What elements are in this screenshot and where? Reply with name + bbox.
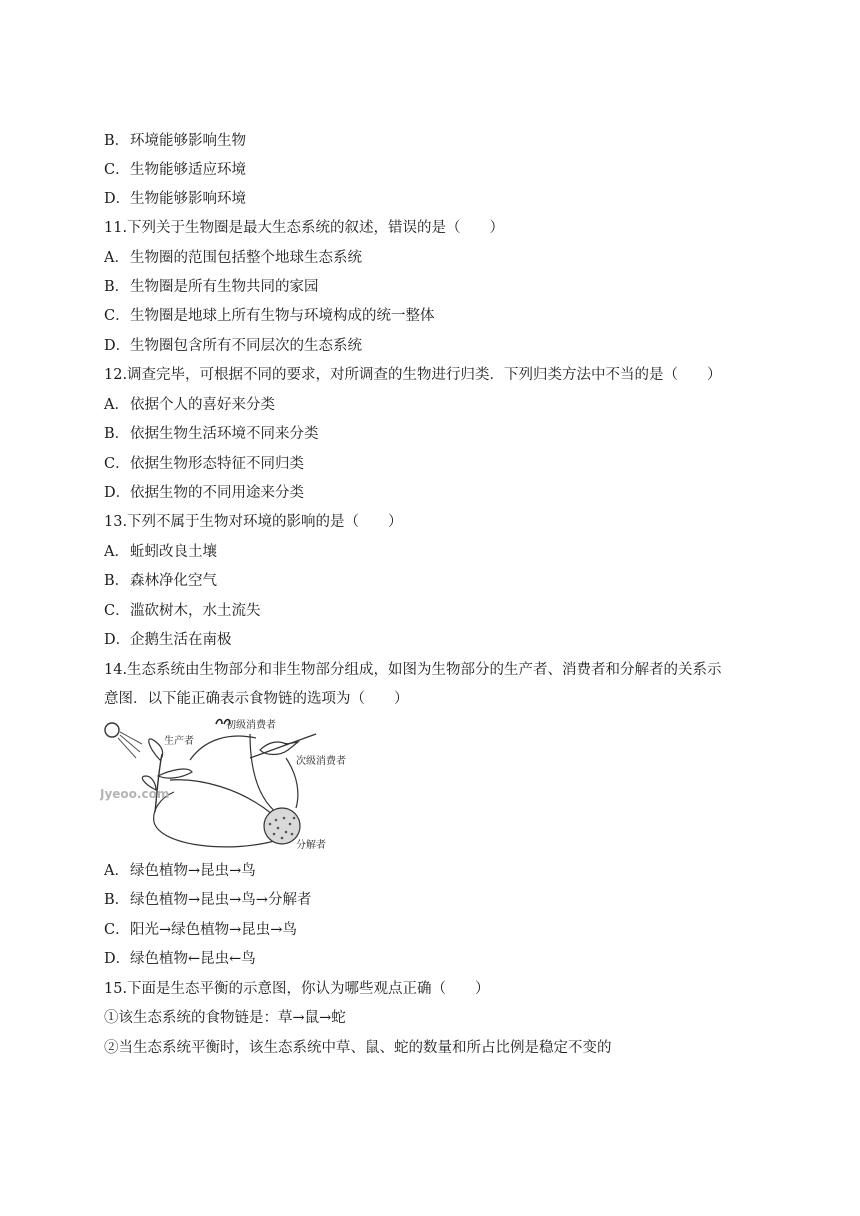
q10-option-b[interactable] <box>104 131 246 151</box>
decomposer-return-arrow <box>154 792 278 847</box>
q14-stem-line2: 意图．以下能正确表示食物链的选项为（ ） <box>104 691 409 707</box>
option-letter: C． <box>104 456 130 472</box>
option-letter: D． <box>104 632 131 648</box>
q14-option-b[interactable] <box>104 890 311 910</box>
label-secondary-consumer: 次级消费者 <box>296 756 346 767</box>
option-text: 生物能够影响环境 <box>130 191 246 207</box>
label-decomposer: 分解者 <box>296 840 326 851</box>
option-text: 依据生物的不同用途来分类 <box>130 485 304 501</box>
decomposer-icon <box>264 808 300 844</box>
option-letter: D． <box>104 485 131 501</box>
q12-option-d[interactable] <box>104 483 304 503</box>
q14-stem-line1: 14.生态系统由生物部分和非生物部分组成，如图为生物部分的生产者、消费者和分解者的关系示 <box>104 662 722 678</box>
sun-icon <box>105 723 142 758</box>
option-text: 环境能够影响生物 <box>130 133 246 149</box>
q11-option-a[interactable] <box>104 248 362 268</box>
q14-option-d[interactable] <box>104 949 256 969</box>
watermark: Jyeoo.com <box>100 787 170 801</box>
option-text: 依据生物形态特征不同归类 <box>130 456 304 472</box>
producer-to-decomposer-arrow <box>170 780 272 814</box>
option-text: 生物圈是地球上所有生物与环境构成的统一整体 <box>130 308 435 324</box>
bird-icon <box>250 734 316 758</box>
option-text: 生物圈的范围包括整个地球生态系统 <box>130 250 362 266</box>
q10-option-d[interactable] <box>104 189 246 209</box>
ecosystem-diagram-svg <box>100 714 360 854</box>
option-letter: D． <box>104 338 131 354</box>
q10-option-c[interactable] <box>104 160 246 180</box>
option-text: 滥砍树木，水土流失 <box>130 603 261 619</box>
option-letter: A． <box>104 544 129 560</box>
q13-option-b[interactable] <box>104 571 217 591</box>
option-letter: B． <box>104 573 130 589</box>
q13-option-a[interactable] <box>104 542 217 562</box>
option-letter: C． <box>104 162 130 178</box>
option-letter: B． <box>104 426 130 442</box>
option-text: 依据个人的喜好来分类 <box>130 397 275 413</box>
plant-icon <box>142 739 192 812</box>
q14-option-a[interactable] <box>104 861 256 881</box>
q15-statement-1: ①该生态系统的食物链是：草→鼠→蛇 <box>104 1010 346 1026</box>
label-primary-consumer: 初级消费者 <box>226 720 276 731</box>
option-text: 生物能够适应环境 <box>130 162 246 178</box>
option-letter: A． <box>104 397 129 413</box>
option-letter: C． <box>104 603 130 619</box>
option-text: 阳光→绿色植物→昆虫→鸟 <box>130 922 297 938</box>
option-text: 森林净化空气 <box>130 573 217 589</box>
option-text: 生物圈是所有生物共同的家园 <box>130 279 319 295</box>
q11-stem: 11.下列关于生物圈是最大生态系统的叙述，错误的是（ ） <box>104 220 505 236</box>
option-text: 依据生物生活环境不同来分类 <box>130 426 319 442</box>
q15-stem: 15.下面是生态平衡的示意图，你认为哪些观点正确（ ） <box>104 981 490 997</box>
option-letter: D． <box>104 951 131 967</box>
ecosystem-diagram <box>100 714 360 854</box>
q11-option-d[interactable] <box>104 336 362 356</box>
q15-statement-2: ②当生态系统平衡时，该生态系统中草、鼠、蛇的数量和所占比例是稳定不变的 <box>104 1040 612 1056</box>
q12-stem: 12.调查完毕，可根据不同的要求，对所调查的生物进行归类．下列归类方法中不当的是（ ） <box>104 367 722 383</box>
option-letter: B． <box>104 279 130 295</box>
q13-option-d[interactable] <box>104 630 232 650</box>
q13-option-c[interactable] <box>104 601 261 621</box>
q14-option-c[interactable] <box>104 920 297 940</box>
option-letter: C． <box>104 308 130 324</box>
q11-option-c[interactable] <box>104 306 435 326</box>
q11-option-b[interactable] <box>104 277 319 297</box>
option-text: 生物圈包含所有不同层次的生态系统 <box>130 338 362 354</box>
q12-option-b[interactable] <box>104 424 319 444</box>
producer-to-consumer-arrow <box>190 736 256 760</box>
option-letter: B． <box>104 892 130 908</box>
option-text: 企鹅生活在南极 <box>130 632 232 648</box>
option-text: 绿色植物→昆虫→鸟 <box>130 863 256 879</box>
option-text: 绿色植物→昆虫→鸟→分解者 <box>130 892 312 908</box>
option-letter: A． <box>104 250 129 266</box>
q13-stem: 13.下列不属于生物对环境的影响的是（ ） <box>104 514 403 530</box>
option-text: 蚯蚓改良土壤 <box>130 544 217 560</box>
q12-option-a[interactable] <box>104 395 275 415</box>
option-letter: A． <box>104 863 129 879</box>
option-text: 绿色植物←昆虫←鸟 <box>130 951 256 967</box>
option-letter: B． <box>104 133 130 149</box>
option-letter: C． <box>104 922 130 938</box>
option-letter: D． <box>104 191 131 207</box>
label-producer: 生产者 <box>164 736 194 747</box>
q12-option-c[interactable] <box>104 454 304 474</box>
